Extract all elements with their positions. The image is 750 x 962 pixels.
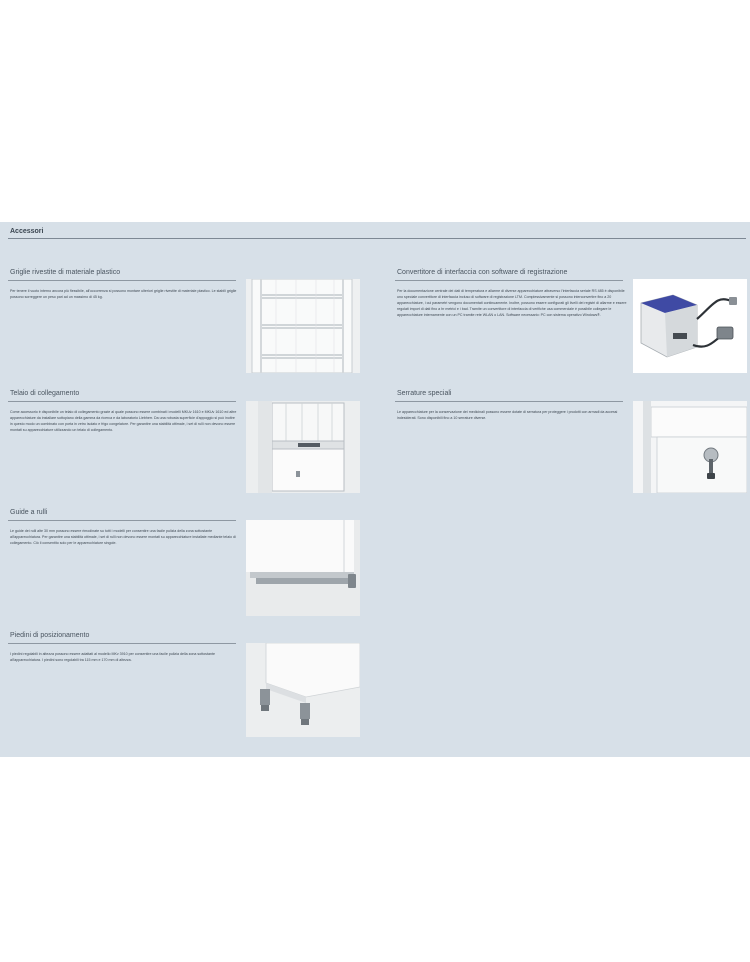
accessory-title: Guide a rulli — [10, 509, 48, 516]
roller-rails-photo — [246, 520, 360, 616]
accessory-description: Per tenere il vuoto interno ancora più flessibile, all'occorrenza si possono montare ulteriori griglie rivestite di materiale plastico. Le stabili griglie possono sorreggere un peso pari ad un massimo di 45 kg. — [10, 289, 237, 299]
section-title: Accessori — [10, 228, 44, 235]
lock-photo — [633, 401, 747, 493]
accessory-description: I piedini regolabili in altezza possono essere adattati al modello MKv 3910 per consentire una facile pulizia della zona sottostante all'apparecchiatura. I piedini sono regolabili tra 115 mm e 170 mm di altezza. — [10, 652, 215, 662]
accessory-description: Per la documentazione centrale dei dati di temperatura e allarme di diverse apparecchiature attraverso l'interfaccia seriale RS 485 è disponibile uno speciale convertitore di interfaccia incluso di software di registrazione LTM. Complessivamente si possono interconvertire fino a 20 apparecchiature, i cui parametri vengono documentati continuamente. Inoltre, possono essere configurati gli livelli dei registri di allarme e essere regolati import di dati fino a hr metrici e i bad. Tramite un convertitore di interfaccia di verifiche usa commerciale è possibile collegare le apparecchiature internamente con un PC tramite rete WLAN o LAN. Software necessario: PC con sistema operativo Windows®. — [397, 289, 627, 317]
accessory-description: Le guide dei rulli alte 30 mm possono essere rimodinate su tutti i modelli per consentire una facile pulizia della zona sottostante all'apparecchiatura. Per garantire una stabilità ottimale, i set di rulli non devono essere montati su apparecchiature installate mediante telaio di collegamento. Ciò li consentito solo per le apparecchiature singole. — [10, 529, 236, 545]
section-divider — [8, 238, 746, 239]
accessory-description: Come accessorio è disponibile un telaio di collegamento grazie al quale possono essere combinati i modelli MKUv 1610 e MKUv 1610 ed altre apparecchiature da installare sottopiano della gamma da ricerca e da laboratorio Liebherr. Da una robusta superficie d'appoggio si può inoltre in questo modo un combinato con porta in vetro isolato e frigo congelatore. Per garantire una stabilità ottimale, i set di rulli non devono essere montati su apparecchiature utilizzando un telaio di collegamento. — [10, 410, 237, 432]
accessory-divider — [395, 401, 623, 402]
interface-converter-photo — [633, 279, 747, 373]
accessory-title: Griglie rivestite di materiale plastico — [10, 269, 121, 276]
accessory-divider — [8, 280, 236, 281]
accessory-title: Telaio di collegamento — [10, 390, 80, 397]
stacked-units-photo — [246, 401, 360, 493]
accessory-divider — [395, 280, 623, 281]
accessory-divider — [8, 643, 236, 644]
accessory-divider — [8, 520, 236, 521]
accessory-title: Piedini di posizionamento — [10, 632, 90, 639]
accessory-description: Le apparecchiature per la conservazione dei medicinali possono essere dotate di serratura per proteggere i prodotti con armadi da accessi indesiderati. Sono disponibili fino a 10 serrature diverse. — [397, 410, 618, 420]
accessories-panel — [0, 222, 750, 757]
accessory-title: Convertitore di interfaccia con software di registrazione — [397, 269, 568, 276]
feet-photo — [246, 643, 360, 737]
accessory-divider — [8, 401, 236, 402]
accessory-title: Serrature speciali — [397, 390, 452, 397]
shelves-photo — [246, 279, 360, 373]
